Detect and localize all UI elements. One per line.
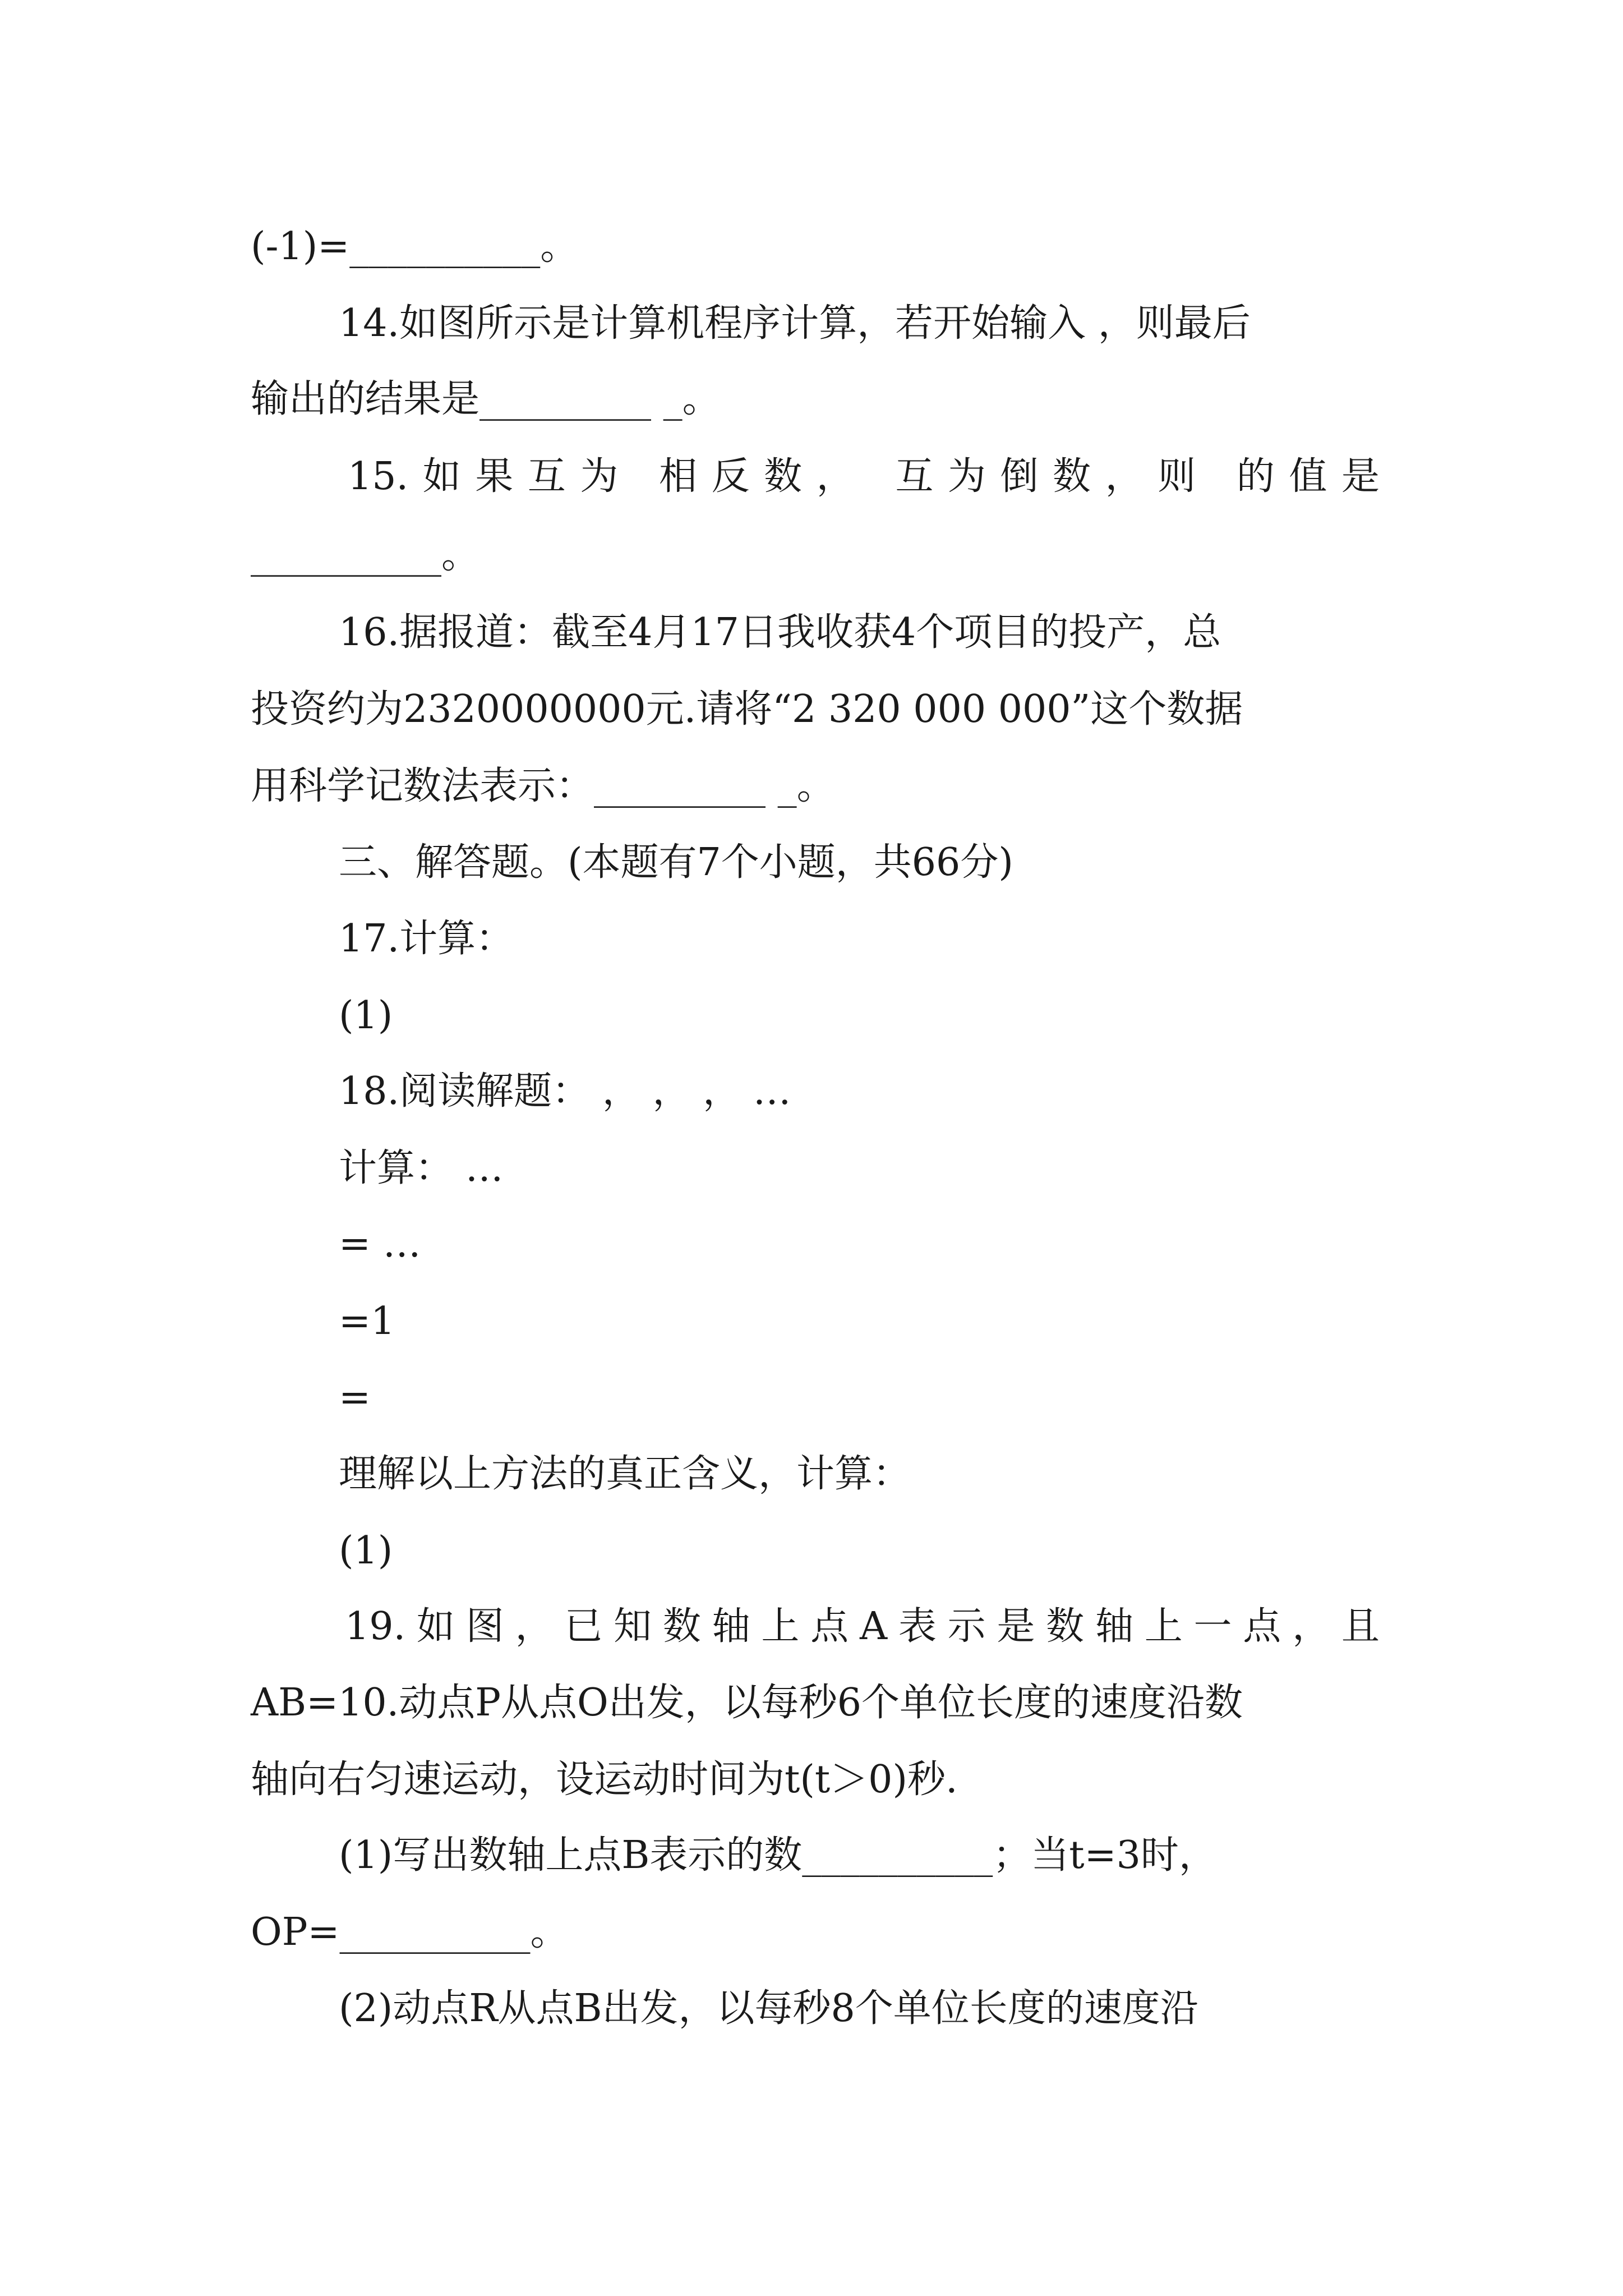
glyph: 相 xyxy=(659,454,698,499)
glyph: 互 xyxy=(895,454,934,499)
glyph: 是 xyxy=(997,1604,1035,1649)
question-18-step-4: = xyxy=(339,1375,371,1420)
question-16-line-1: 16.据报道：截至4月17日我收获4个项目的投产，总 xyxy=(339,610,1221,655)
glyph: 上 xyxy=(1144,1604,1183,1649)
question-18-step-1: 计算： … xyxy=(339,1146,504,1190)
glyph: 值 xyxy=(1289,454,1327,499)
question-18-step-3: =1 xyxy=(339,1299,395,1343)
question-15-line-2: __________。 xyxy=(251,533,480,577)
question-19-line-2: AB=10.动点P从点O出发，以每秒6个单位长度的速度沿数 xyxy=(251,1681,1243,1725)
glyph: 示 xyxy=(947,1604,986,1649)
glyph: 图 xyxy=(465,1604,504,1649)
glyph: 则 xyxy=(1158,454,1196,499)
question-16-line-2: 投资约为2320000000元.请将“2 320 000 000”这个数据 xyxy=(251,687,1243,731)
glyph: 倒 xyxy=(1000,454,1039,499)
question-17-part-1: (1) xyxy=(339,993,393,1038)
question-16-line-3: 用科学记数法表示：_________ _。 xyxy=(251,764,835,808)
section-heading: 三、解答题。(本题有7个小题，共66分) xyxy=(339,840,1013,885)
question-14-line-2: 输出的结果是_________ _。 xyxy=(251,377,721,421)
glyph: 是 xyxy=(1341,454,1380,499)
question-18-instruction: 理解以上方法的真正含义，计算： xyxy=(339,1452,911,1496)
glyph: 互 xyxy=(527,454,566,499)
glyph: 表 xyxy=(898,1604,937,1649)
question-14-line-1: 14.如图所示是计算机程序计算，若开始输入 ，则最后 xyxy=(339,301,1251,346)
glyph: 点 xyxy=(1243,1604,1281,1649)
question-19-part-2-line-1: (2)动点R从点B出发，以每秒8个单位长度的速度沿 xyxy=(339,1986,1198,2031)
question-19-line-3: 轴向右匀速运动，设运动时间为t(t＞0)秒. xyxy=(251,1757,958,1802)
glyph: 已 xyxy=(564,1604,603,1649)
glyph: 上 xyxy=(761,1604,800,1649)
glyph: 轴 xyxy=(712,1604,750,1649)
glyph: 果 xyxy=(475,454,514,499)
glyph: 知 xyxy=(614,1604,652,1649)
glyph: ， xyxy=(515,1604,554,1649)
glyph: ， xyxy=(1105,454,1144,499)
glyph: 19. xyxy=(345,1604,406,1649)
question-17-title: 17.计算： xyxy=(339,917,514,961)
glyph: 15. xyxy=(348,454,409,499)
glyph xyxy=(1210,454,1223,499)
glyph: 如 xyxy=(422,454,461,499)
question-18-step-2: = … xyxy=(339,1222,421,1266)
glyph: 轴 xyxy=(1095,1604,1133,1649)
glyph: 数 xyxy=(1046,1604,1085,1649)
glyph xyxy=(869,454,881,499)
glyph: ， xyxy=(1292,1604,1331,1649)
glyph xyxy=(633,454,645,499)
glyph: 的 xyxy=(1236,454,1275,499)
glyph: 且 xyxy=(1341,1604,1380,1649)
glyph: 为 xyxy=(947,454,986,499)
glyph: 反 xyxy=(711,454,750,499)
glyph: ， xyxy=(816,454,855,499)
question-19-line-1 xyxy=(345,1604,1380,1649)
question-18-title: 18.阅读解题： ， ， ， … xyxy=(339,1069,791,1114)
glyph: 为 xyxy=(580,454,619,499)
question-19-part-1-line-2: OP=__________。 xyxy=(251,1910,569,1954)
glyph: 一 xyxy=(1193,1604,1232,1649)
glyph: 如 xyxy=(416,1604,455,1649)
glyph: 数 xyxy=(662,1604,701,1649)
question-18-part-1: (1) xyxy=(339,1529,393,1573)
text-line-1: (-1)=__________。 xyxy=(251,224,579,269)
question-15-line-1 xyxy=(348,454,1380,499)
glyph: A xyxy=(859,1604,888,1649)
glyph: 点 xyxy=(810,1604,849,1649)
question-19-part-1-line-1: (1)写出数轴上点B表示的数__________；当t=3时， xyxy=(339,1833,1217,1878)
glyph: 数 xyxy=(1053,454,1091,499)
glyph: 数 xyxy=(764,454,803,499)
